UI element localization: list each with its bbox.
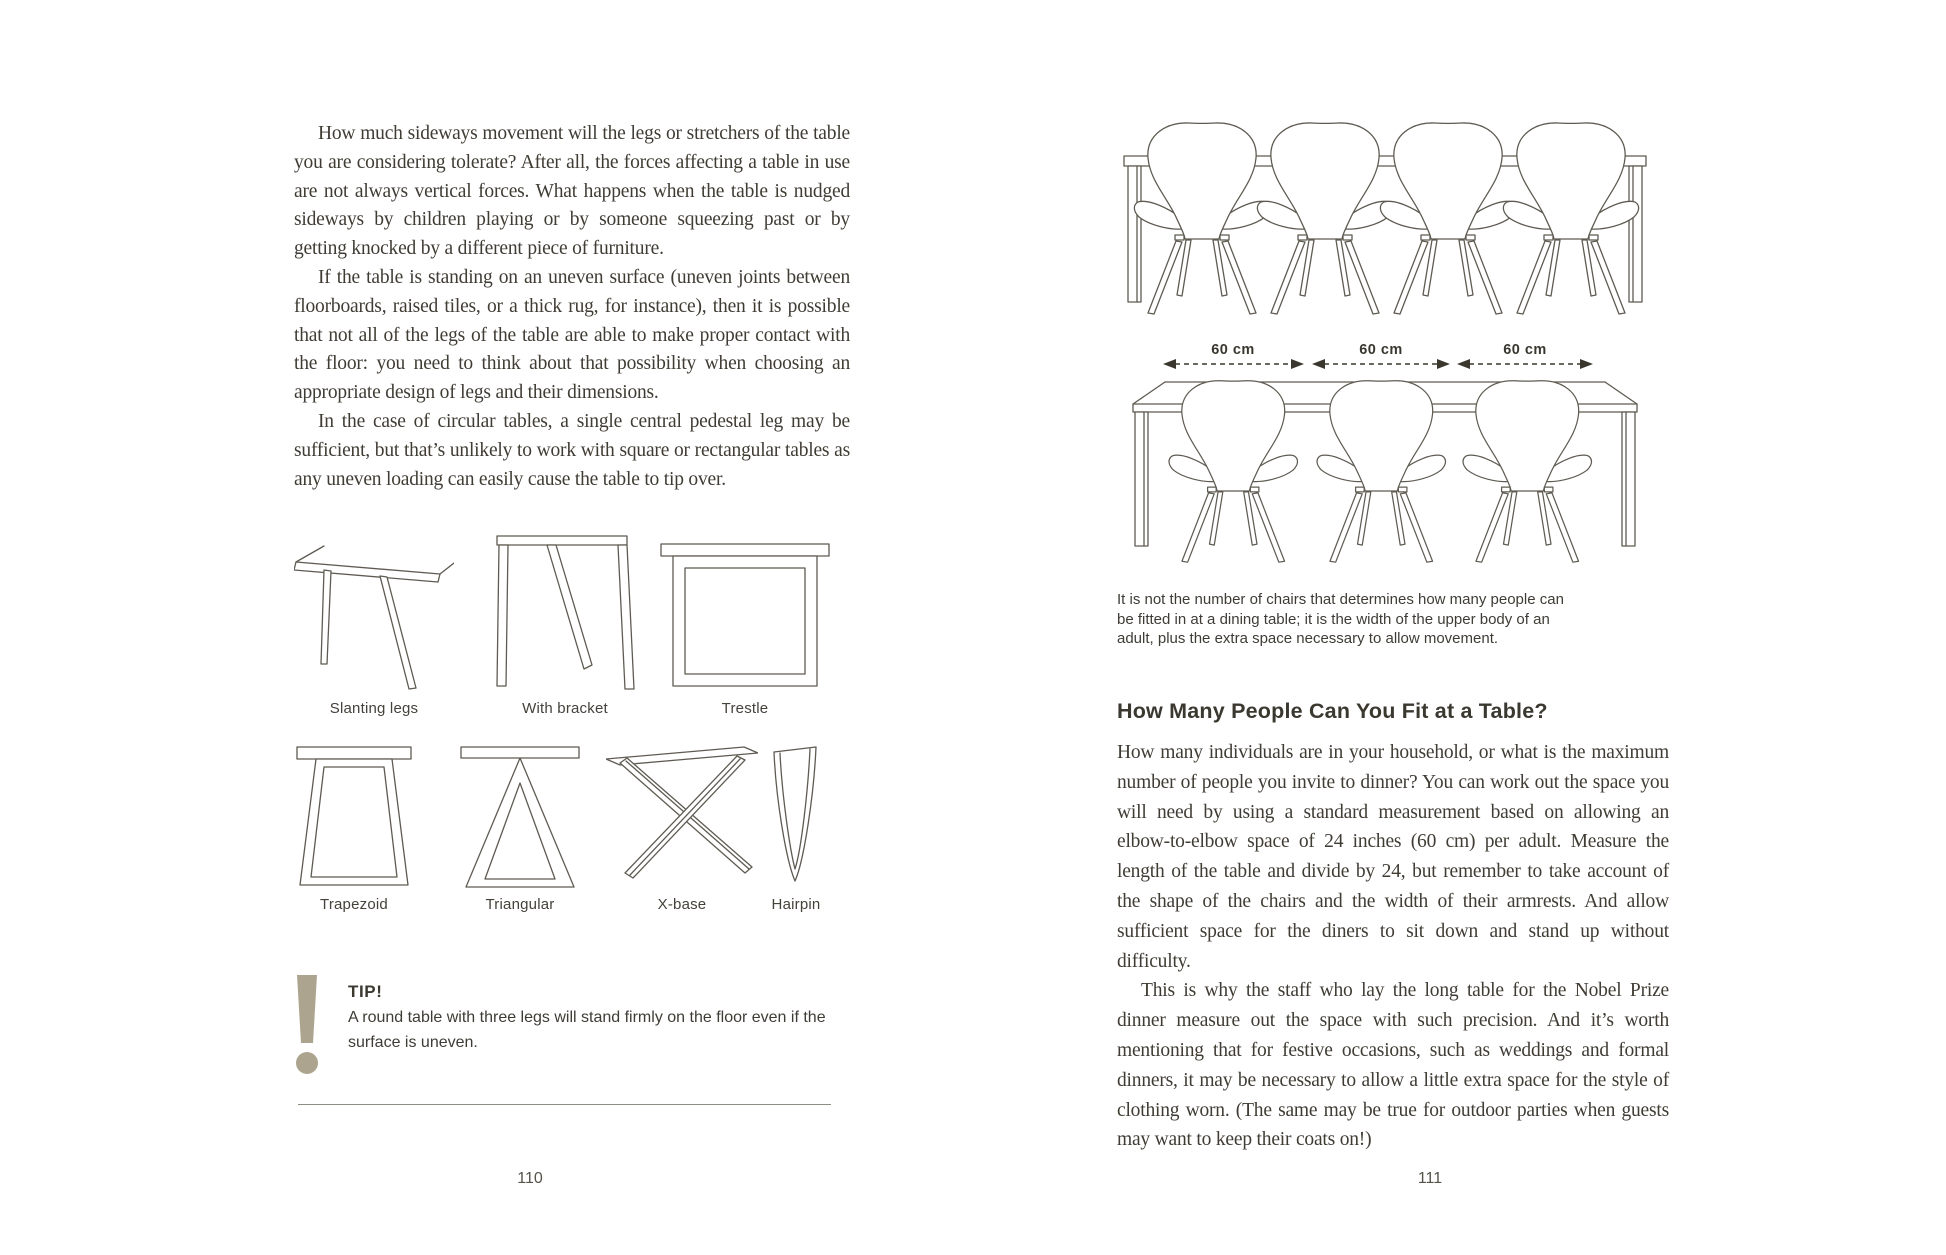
diagram-label: Trestle (721, 700, 769, 717)
tip-text: A round table with three legs will stand firmly on the floor even if the surface is uneven. (348, 1009, 826, 1051)
page-number-right: 111 (1417, 1170, 1443, 1187)
trestle-diagram (660, 540, 830, 692)
divider-rule (298, 1104, 831, 1105)
paragraph: How much sideways movement will the legs or stretchers of the table you are considering tolerate? After all, the forces affecting a table in use are not always vertical forces. What happens when the table is nudged sideways by children playing or by someone squeezing past or by getting knocked by a different piece of furniture. (294, 123, 850, 260)
diagram-label: Triangular (485, 896, 555, 913)
tip-title: TIP! (348, 982, 383, 1001)
triangular-diagram (460, 745, 580, 891)
diagram-label: Trapezoid (320, 896, 388, 913)
diagram-label: X-base (657, 896, 707, 913)
dimension-label: 60 cm (1359, 342, 1403, 358)
left-page-body (294, 120, 850, 494)
hairpin-diagram (770, 744, 822, 892)
dimension-label: 60 cm (1211, 342, 1255, 358)
section-heading: How Many People Can You Fit at a Table? (1117, 699, 1548, 723)
paragraph: In the case of circular tables, a single central pedestal leg may be sufficient, but that’s unlikely to work with square or rectangular tables as any uneven loading can easily cause the table to tip over. (294, 410, 850, 490)
with-bracket-diagram (495, 534, 635, 694)
chairs-spaced-illustration (1123, 374, 1647, 574)
diagram-label: With bracket (522, 700, 608, 717)
diagram-label: Slanting legs (329, 700, 419, 717)
paragraph: If the table is standing on an uneven surface (uneven joints between floorboards, raised tiles, or a thick rug, for instance), then it is possible that not all of the legs of the table are able to make proper contact with the floor: you need to think about that possibility when choosing an appropriate design of legs and their dimensions. (294, 266, 850, 404)
page-number-left: 110 (517, 1170, 543, 1187)
dimension-label: 60 cm (1503, 342, 1547, 358)
paragraph: How many individuals are in your household, or what is the maximum number of people you invite to dinner? You can work out the space you will need by using a standard measurement based on allowing an elbow-to-elbow space of 24 inches (60 cm) per adult. Measure the length of the table and divide by 24, but remember to take account of the shape of the chairs and the width of their armrests. And allow sufficient space for the diners to sit down and stand up without difficulty. (1117, 742, 1669, 972)
x-base-diagram (606, 745, 758, 891)
paragraph: This is why the staff who lay the long table for the Nobel Prize dinner measure out the space with such precision. And it’s worth mentioning that for festive occasions, such as weddings and formal dinners, it may be necessary to allow a little extra space for the style of clothing worn. (The same may be true for outdoor parties when guests may want to keep their coats on!) (1117, 980, 1669, 1151)
chairs-packed-illustration (1123, 116, 1647, 316)
illustration-caption: It is not the number of chairs that determines how many people can be fitted in at a dining table; it is the width of the upper body of an adult, plus the extra space necessary to allow movement. (1117, 591, 1564, 647)
slanting-legs-diagram (294, 536, 454, 694)
right-page-body (1117, 738, 1669, 1155)
dimension-arrows (1123, 338, 1647, 372)
trapezoid-diagram (296, 745, 412, 891)
exclamation-icon (292, 970, 332, 1080)
diagram-label: Hairpin (771, 896, 821, 913)
